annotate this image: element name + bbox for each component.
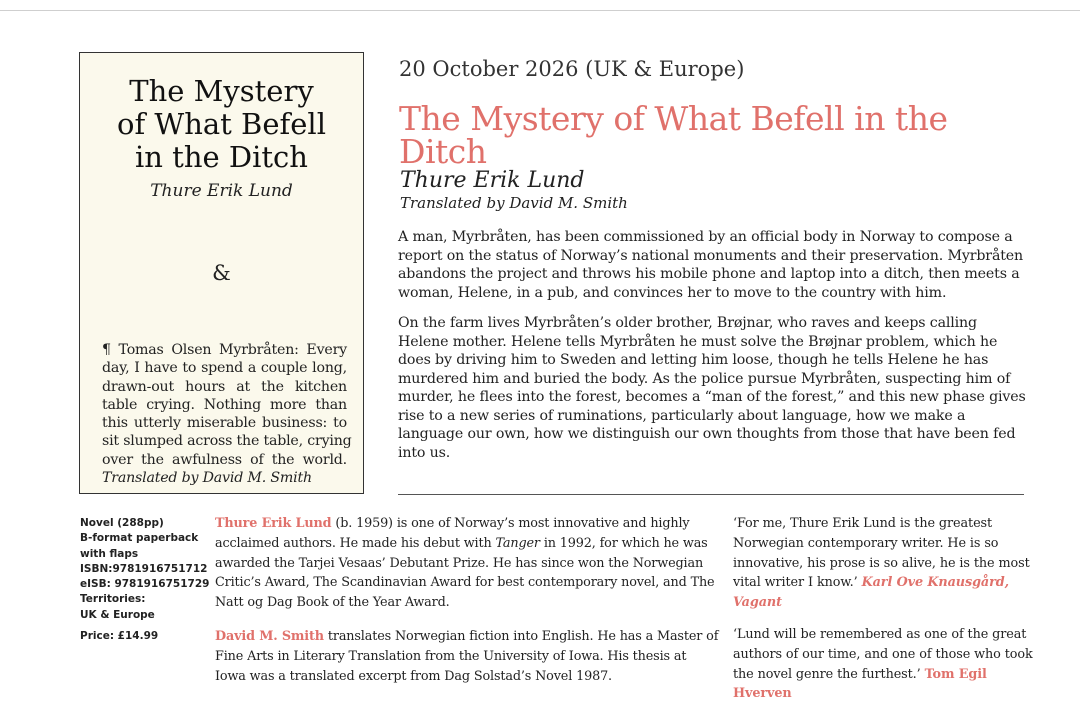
cover-title — [80, 75, 363, 174]
cover-quote-line: drawn-out hours at the kitchen — [102, 378, 347, 395]
spec-territories: UK & Europe — [80, 608, 155, 621]
debut-book-title: Tanger — [495, 535, 540, 551]
synopsis — [398, 228, 1026, 474]
cover-quote-line: over the awfulness of the world. — [102, 451, 347, 468]
author-bio-name: Thure Erik Lund — [215, 516, 332, 531]
book-specs — [80, 516, 210, 644]
press-quote-text: ‘For me, Thure Erik Lund is the greatest Norwegian contemporary writer. He is so innovative, his prose is so alive, he is the most vital writer I know.’ — [733, 516, 1030, 591]
section-divider — [398, 494, 1024, 495]
spec-territories-label: Territories: — [80, 593, 146, 606]
release-date: 20 October 2026 (UK & Europe) — [399, 57, 745, 81]
spec-price: Price: £14.99 — [80, 630, 159, 643]
cover-quote — [102, 341, 352, 487]
press-quote — [733, 514, 1033, 613]
synopsis-paragraph: On the farm lives Myrbråten’s older brother, Brøjnar, who raves and keeps calling Helene mother. Helene tells Myrbråten he must solve the Brøjnar problem, which he does by driving him to Sweden and letting him loose, though he tells Helene he has murdered him and buried the body. As the police pursue Myrbråten, suspecting him of murder, he flees into the forest, becomes a “man of the forest,” and this new phase gives rise to a new series of ruminations, particularly about language, how we make a language our own, how we distinguish our own thoughts from those that have been fed into us. — [398, 315, 1026, 461]
translator-bio-name: David M. Smith — [215, 628, 324, 644]
bios — [215, 514, 720, 700]
book-cover — [79, 52, 364, 494]
cover-title-line: in the Ditch — [135, 140, 308, 174]
cover-quote-credit: Translated by David M. Smith — [102, 470, 312, 487]
top-divider — [0, 10, 1080, 11]
cover-quote-line: this utterly miserable business: to — [102, 415, 347, 432]
cover-title-line: The Mystery — [129, 74, 314, 108]
cover-quote-line: sit slumped across the table, crying — [102, 433, 352, 450]
spec-binding: with flaps — [80, 547, 139, 560]
cover-title-line: of What Befell — [117, 107, 326, 141]
press-quote-source: Karl Ove Knausgård, Vagant — [733, 575, 1009, 611]
book-title: The Mystery of What Befell in the Ditch — [399, 99, 948, 171]
translator-bio-text: translates Norwegian fiction into English. He has a Master of Fine Arts in Literary Translation from the University of Iowa. His thesis at Iowa was a translated excerpt from Dag Solstad’s Novel 1987. — [215, 628, 719, 684]
spec-format: Novel (288pp) — [80, 517, 164, 529]
book-author: Thure Erik Lund — [400, 168, 585, 193]
author-bio-text: in 1992, for which he was awarded the Tarjei Vesaas’ Debutant Prize. He has since won the Norwegian Critic’s Award, The Scandinavian Award for best contemporary novel, and The Natt og Dag Book of the Year Award. — [215, 535, 715, 611]
cover-author: Thure Erik Lund — [150, 181, 293, 201]
synopsis-paragraph: A man, Myrbråten, has been commissioned by an official body in Norway to compose a report on the status of Norway’s national monuments and their preservation. Myrbråten abandons the project and throws his mobile phone and laptop into a ditch, then meets a woman, Helene, in a pub, and convinces her to move to the country with him. — [398, 229, 1024, 301]
spec-binding: B-format paperback — [80, 532, 199, 545]
ampersand-ornament: & — [212, 261, 231, 285]
press-quote — [733, 625, 1033, 704]
spec-eisb: eISB: 9781916751729 — [80, 578, 210, 591]
book-translator: Translated by David M. Smith — [400, 194, 628, 212]
spec-isbn: ISBN:9781916751712 — [80, 562, 208, 575]
cover-quote-line: ¶ Tomas Olsen Myrbråten: Every — [102, 342, 347, 358]
author-bio-text: (b. 1959) is one of Norway’s most innovative and highly acclaimed authors. He made his debut with — [215, 516, 690, 551]
press-quote-source: Tom Egil Hverven — [733, 666, 987, 702]
press-quote-text: ‘Lund will be remembered as one of the great authors of our time, and one of those who took the novel genre the furthest.’ — [733, 626, 1033, 682]
translator-bio — [215, 627, 720, 686]
press-quotes — [733, 514, 1033, 716]
author-bio — [215, 514, 720, 613]
cover-quote-line: table crying. Nothing more than — [102, 396, 347, 413]
cover-quote-line: day, I have to spend a couple long, — [102, 360, 347, 377]
